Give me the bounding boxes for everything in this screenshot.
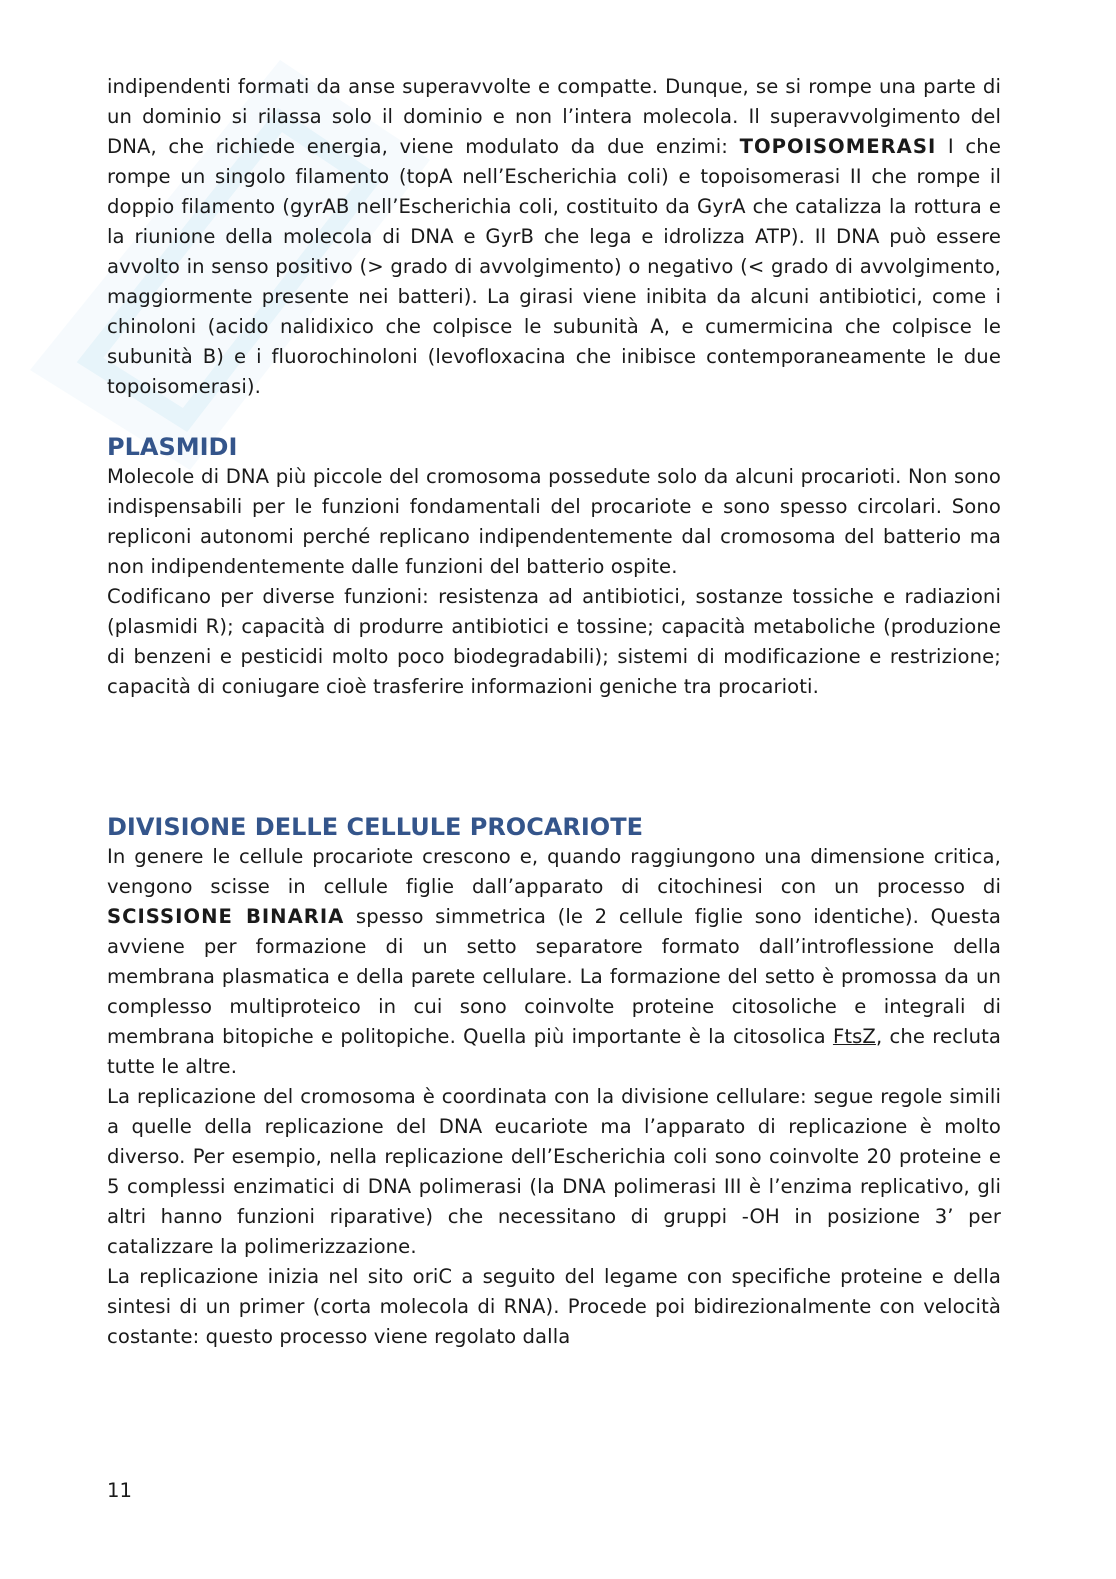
page-number: 11 xyxy=(107,1479,132,1502)
text-run: In genere le cellule procariote crescono e, quando raggiungono una dimensione critica, vengono scisse in cellule figlie dall’apparato di citochinesi con un processo di xyxy=(107,845,1001,898)
paragraph-divisione-1 xyxy=(107,842,1001,1082)
bold-term-topoisomerasi: TOPOISOMERASI xyxy=(739,135,937,158)
paragraph-plasmidi-1: Molecole di DNA più piccole del cromosoma possedute solo da alcuni procarioti. Non sono indispensabili per le funzioni fondamentali del procariote e sono spesso circolari. Sono repliconi autonomi perché replicano indipendentemente dal cromosoma del batterio ma non indipendentemente dalle funzioni del batterio ospite. xyxy=(107,465,1001,578)
text-run: indipendenti formati da anse superavvolte e compatte. Dunque, se si rompe una parte di un dominio si rilassa solo il dominio e non l’intera molecola. Il superavvolgimento del DNA, che richiede energia, viene modulato da due enzimi: xyxy=(107,75,1001,158)
text-run: spesso simmetrica (le 2 cellule figlie sono identiche). Questa avviene per formazione di un setto separatore formato dall’introflessione della membrana plasmatica e della parete cellulare. La formazione del setto è promossa da un complesso multiproteico in cui sono coinvolte proteine citosoliche e integrali di membrana bitopiche e politopiche. Quella più importante è la citosolica xyxy=(107,905,1001,1048)
paragraph-divisione-3: La replicazione inizia nel sito oriC a seguito del legame con specifiche proteine e della sintesi di un primer (corta molecola di RNA). Procede poi bidirezionalmente con velocità costante: questo processo viene regolato dalla xyxy=(107,1265,1001,1348)
text-run: I che rompe un singolo filamento (topA nell’Escherichia coli) e topoisomerasi II che rompe il doppio filamento (gyrAB nell’Escherichia coli, costituito da GyrA che catalizza la rottura e la riunione della molecola di DNA e GyrB che lega e idrolizza ATP). Il DNA può essere avvolto in senso positivo (> grado di avvolgimento) o negativo (< grado di avvolgimento, maggiormente presente nei batteri). La girasi viene inibita da alcuni antibiotici, come i chinoloni (acido nalidixico che colpisce le subunità A, e cumermicina che colpisce le subunità B) e i fluorochinoloni (levofloxacina che inibisce contemporaneamente le due topoisomerasi). xyxy=(107,135,1001,398)
heading-plasmidi: PLASMIDI xyxy=(107,433,238,461)
heading-divisione: DIVISIONE DELLE CELLULE PROCARIOTE xyxy=(107,813,643,841)
bold-term-scissione-binaria: SCISSIONE BINARIA xyxy=(107,905,345,928)
paragraph-plasmidi-2: Codificano per diverse funzioni: resistenza ad antibiotici, sostanze tossiche e radiazioni (plasmidi R); capacità di produrre antibiotici e tossine; capacità metaboliche (produzione di benzeni e pesticidi molto poco biodegradabili); sistemi di modificazione e restrizione; capacità di coniugare cioè trasferire informazioni geniche tra procarioti. xyxy=(107,585,1001,698)
text-run: , che recluta tutte le altre. xyxy=(107,1025,1001,1078)
paragraph-topoisomerasi xyxy=(107,72,1001,402)
underlined-term-ftsz: FtsZ xyxy=(832,1025,876,1048)
document-page xyxy=(107,72,1001,1352)
paragraph-divisione-2: La replicazione del cromosoma è coordinata con la divisione cellulare: segue regole simili a quelle della replicazione del DNA eucariote ma l’apparato di replicazione è molto diverso. Per esempio, nella replicazione dell’Escherichia coli sono coinvolte 20 proteine e 5 complessi enzimatici di DNA polimerasi (la DNA polimerasi III è l’enzima replicativo, gli altri hanno funzioni riparative) che necessitano di gruppi -OH in posizione 3’ per catalizzare la polimerizzazione. xyxy=(107,1085,1001,1258)
